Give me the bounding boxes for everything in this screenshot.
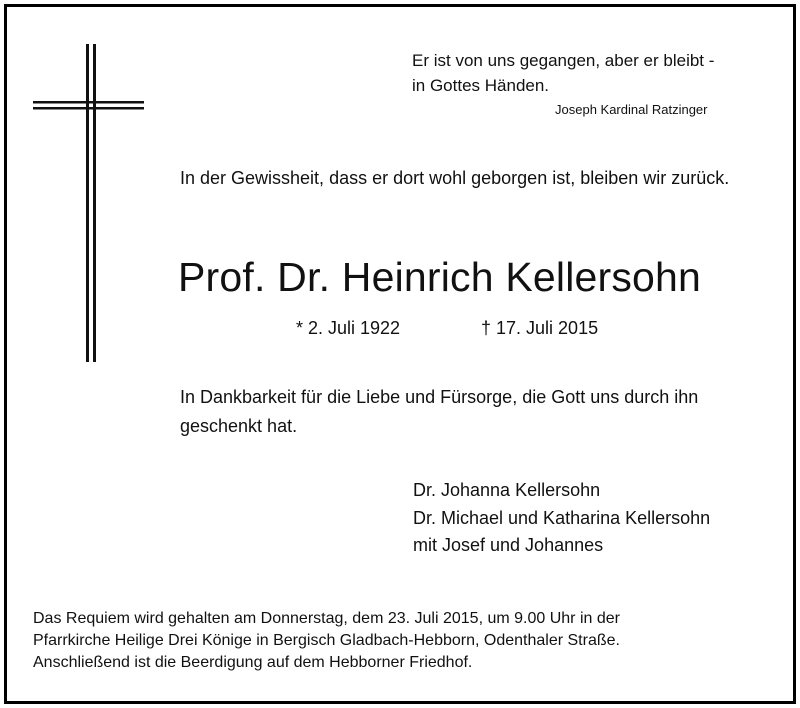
deceased-name: Prof. Dr. Heinrich Kellersohn	[178, 254, 702, 300]
mourner-name: mit Josef und Johannes	[413, 535, 604, 555]
intro-text: In der Gewissheit, dass er dort wohl geborgen ist, bleiben wir zurück.	[180, 168, 730, 188]
service-line: Pfarrkirche Heilige Drei Könige in Bergisch Gladbach-Hebborn, Odenthaler Straße.	[33, 632, 620, 649]
mourner-name: Dr. Michael und Katharina Kellersohn	[413, 507, 711, 528]
quote-line: in Gottes Händen.	[412, 76, 550, 95]
death-date: † 17. Juli 2015	[481, 318, 599, 338]
mourner-name: Dr. Johanna Kellersohn	[413, 480, 601, 500]
service-line: Das Requiem wird gehalten am Donnerstag, dem 23. Juli 2015, um 9.00 Uhr in der	[33, 610, 620, 627]
service-info	[33, 608, 773, 674]
mourners-list	[413, 477, 710, 560]
quote	[412, 48, 714, 98]
service-line: Anschließend ist die Beerdigung auf dem Hebborner Friedhof.	[33, 654, 473, 671]
thanks-text: In Dankbarkeit für die Liebe und Fürsorge, die Gott uns durch ihn geschenkt hat.	[180, 387, 699, 436]
birth-date: * 2. Juli 1922	[296, 318, 401, 338]
cross-icon	[30, 44, 150, 364]
quote-line: Er ist von uns gegangen, aber er bleibt -	[412, 51, 715, 70]
quote-author: Joseph Kardinal Ratzinger	[555, 102, 708, 117]
